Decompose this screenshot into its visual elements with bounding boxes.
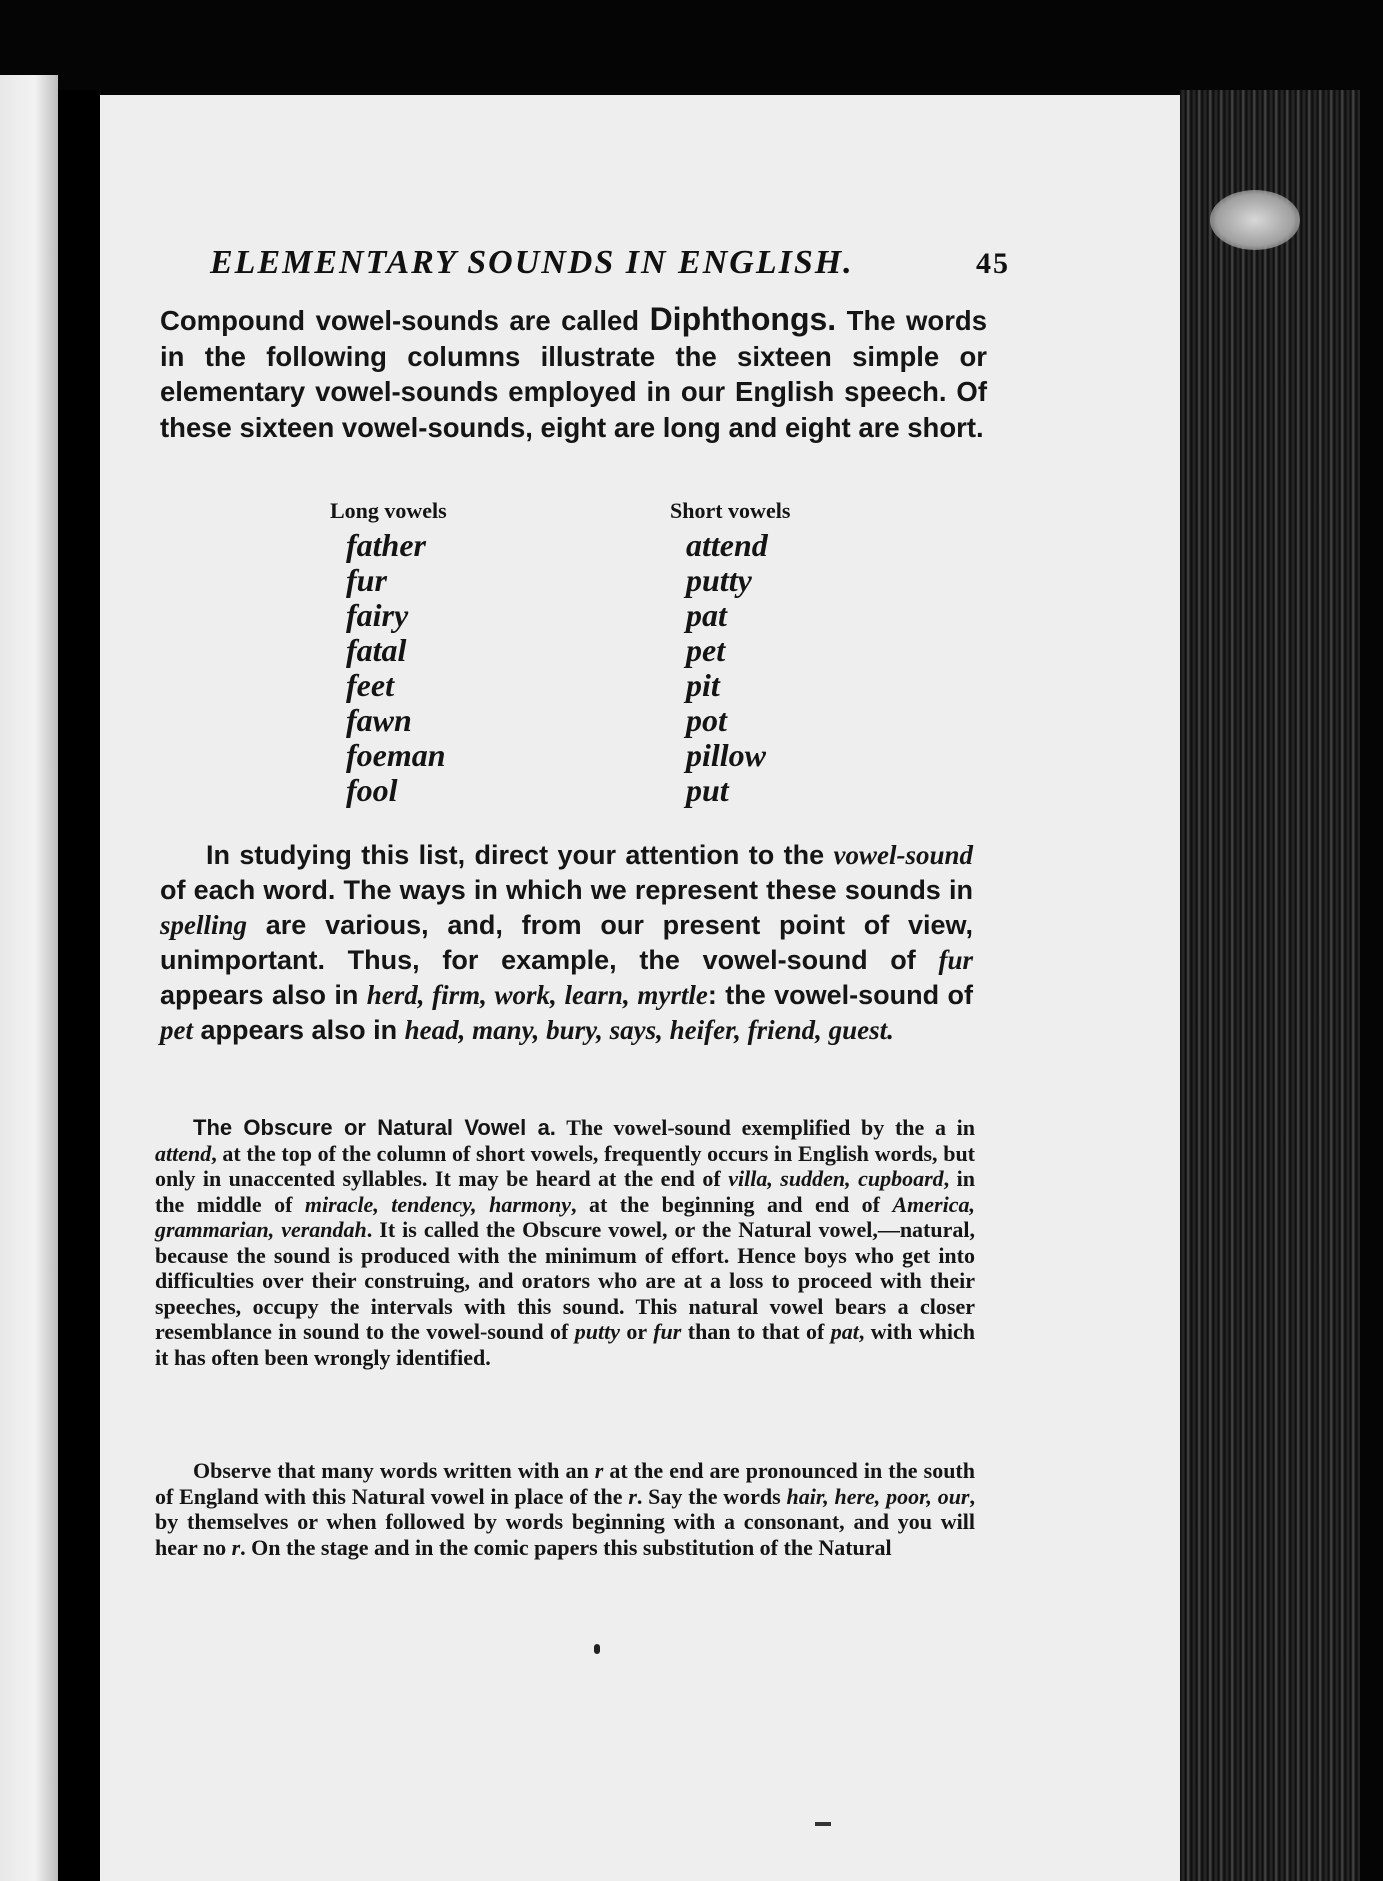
body-text: , with which it has often been wrongly identified.: [155, 1319, 976, 1370]
body-text: . It is called the Obscure vowel, or the Natural vowel,—natural, because the sound is produced with the minimum of effort. Hence boys who get into difficulties over their construing, and orators who are at a loss to proceed with their speeches, occupy the intervals with this sound. This natural vowel bears a closer resemblance in sound to the vowel-sound of: [155, 1217, 975, 1344]
body-text: are various, and, from our present point of view, unimportant. Thus, for example, the vowel-sound of: [160, 910, 973, 975]
body-text: , by themselves or when followed by words beginning with a consonant, and you will hear no: [155, 1483, 975, 1560]
emphasis: pat: [830, 1319, 859, 1344]
section-heading: The Obscure or Natural Vowel a.: [193, 1115, 556, 1140]
long-vowel-word: feet: [346, 667, 394, 703]
study-paragraph: [160, 838, 973, 1048]
short-vowel-word: pot: [686, 702, 727, 738]
emphasis: fur: [938, 945, 973, 975]
body-text: , at the beginning and end of: [571, 1191, 893, 1217]
long-vowel-word: foeman: [346, 737, 446, 773]
short-vowel-word: pet: [686, 632, 726, 668]
emphasis: fur: [653, 1319, 682, 1344]
body-text: at the end are pronounced in the south of England with this Natural vowel in place of the: [155, 1458, 975, 1509]
emphasis: hair, here, poor, our: [786, 1483, 970, 1509]
short-vowel-word: putty: [686, 562, 752, 598]
page-tab: [1210, 190, 1300, 250]
body-text: The vowel-sound exemplified by the a in: [555, 1115, 975, 1140]
short-vowels-heading: Short vowels: [670, 498, 791, 523]
page-stack-edge: [1180, 90, 1360, 1881]
observe-paragraph: [155, 1458, 975, 1560]
emphasis: America, grammarian, verandah: [155, 1191, 975, 1242]
short-vowel-word: attend: [686, 527, 768, 563]
long-vowel-word: fur: [346, 562, 387, 598]
emphasis: vowel-sound: [833, 840, 973, 870]
emphasis: putty: [574, 1319, 620, 1344]
obscure-vowel-paragraph: [155, 1115, 975, 1370]
long-vowel-word: fatal: [346, 632, 407, 668]
intro-text: The words in the following columns illustrate the sixteen simple or elementary vowel-sounds employed in our English speech. Of these sixteen vowel-sounds, eight are long and eight are short.: [160, 305, 987, 443]
short-vowel-word: put: [686, 772, 729, 808]
emphasis: herd, firm, work, learn, myrtle: [366, 980, 708, 1010]
emphasis: attend: [155, 1140, 212, 1166]
emphasis: miracle, tendency, harmony: [304, 1191, 572, 1217]
short-vowels-column: [670, 498, 790, 808]
emphasis: spelling: [160, 910, 248, 940]
body-text: , in the middle of: [155, 1166, 975, 1217]
body-text: In studying this list, direct your attention to the: [206, 840, 834, 870]
emphasis: head, many, bury, says, heifer, friend, guest.: [404, 1015, 894, 1045]
body-text: Observe that many words written with an: [193, 1458, 595, 1483]
diphthongs-term: Diphthongs.: [649, 301, 837, 337]
body-text: than to that of: [681, 1319, 831, 1344]
book-gutter: [58, 90, 100, 1881]
emphasis: r: [594, 1458, 604, 1483]
short-vowel-word: pillow: [686, 737, 767, 773]
body-text: . Say the words: [636, 1483, 787, 1509]
short-vowel-word: pat: [686, 597, 727, 633]
long-vowel-word: fool: [346, 772, 398, 808]
short-vowel-word: pit: [686, 667, 720, 703]
long-vowel-word: fairy: [346, 597, 409, 633]
body-text: . On the stage and in the comic papers this substitution of the Natural: [240, 1534, 892, 1560]
body-text: : the vowel-sound of: [707, 980, 973, 1010]
intro-paragraph: [160, 302, 987, 445]
running-title: ELEMENTARY SOUNDS IN ENGLISH.: [210, 244, 854, 281]
page-number: 45: [976, 247, 1010, 280]
long-vowels-column: [330, 498, 447, 808]
emphasis: r: [231, 1534, 241, 1560]
emphasis: r: [628, 1483, 637, 1509]
emphasis: pet: [160, 1015, 193, 1045]
body-text: appears also in: [160, 980, 367, 1010]
body-text: appears also in: [193, 1015, 405, 1045]
body-text: , at the top of the column of short vowels, frequently occurs in English words, but only in unaccented syllables. It may be heard at the end of: [155, 1140, 975, 1191]
body-text: of each word. The ways in which we represent these sounds in: [160, 875, 973, 905]
long-vowels-heading: Long vowels: [330, 498, 447, 523]
body-text: or: [620, 1319, 654, 1344]
long-vowel-word: fawn: [346, 702, 412, 738]
intro-text: Compound vowel-sounds are called: [160, 305, 650, 336]
long-vowel-word: father: [346, 527, 426, 563]
page-mark: [594, 1644, 600, 1654]
page-mark: [815, 1822, 831, 1826]
facing-page-edge: [0, 75, 58, 1881]
running-header: [210, 244, 1010, 282]
emphasis: villa, sudden, cupboard: [728, 1166, 944, 1191]
